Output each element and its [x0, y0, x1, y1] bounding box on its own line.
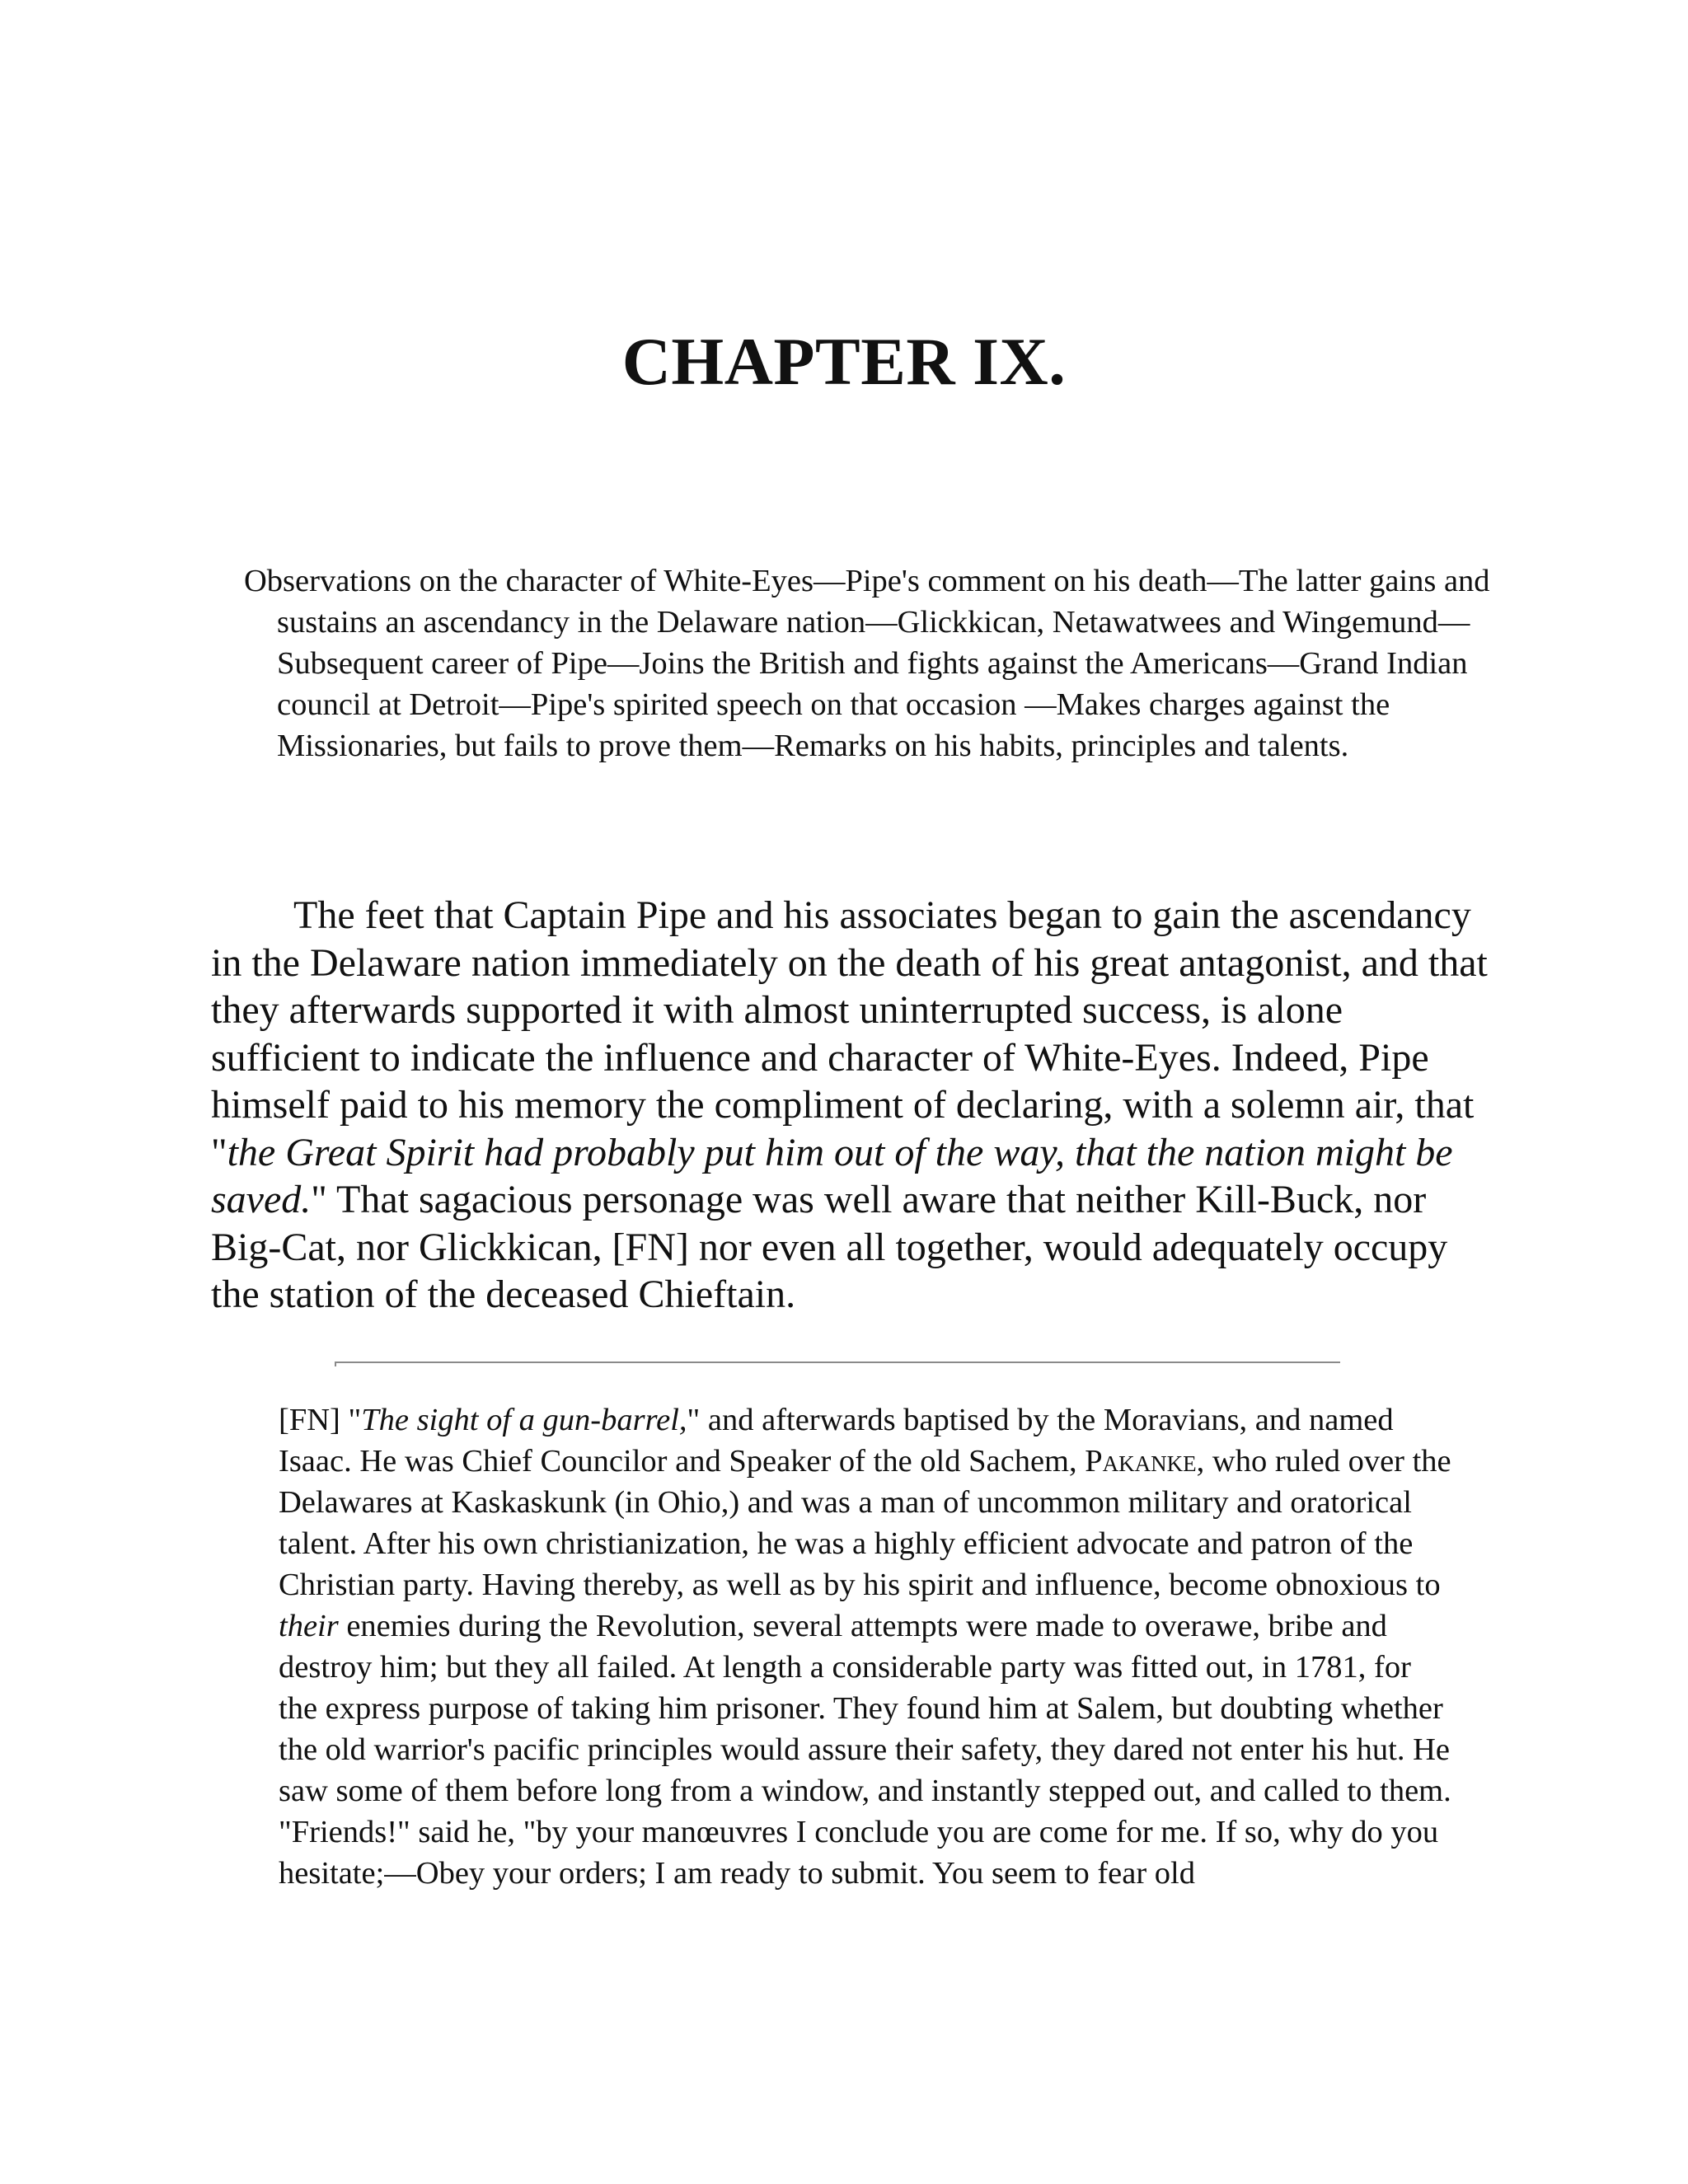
footnote-sachem-name: Pakanke [1085, 1444, 1197, 1479]
body-paragraph [211, 892, 1497, 1319]
footnote-text-part2: , who ruled over the Delawares at Kaskaskunk (in Ohio,) and was a man of uncommon military and oratorical talent. After his own christianization, he was a highly efficient advocate and patron of the Christian party. Having thereby, as well as by his spirit and influence, become obnoxious to [279, 1444, 1451, 1602]
body-quote: the Great Spirit had probably put him out of the way, that the nation might be saved. [211, 1130, 1453, 1221]
footnote-marker: [FN] " [279, 1403, 362, 1437]
body-text-part1: The feet that Captain Pipe and his associates began to gain the ascendancy in the Delaware nation immediately on the death of his great antagonist, and that they afterwards supported it with almost uninterrupted success, is alone sufficient to indicate the influence and character of White-Eyes. Indeed, Pipe himself paid to his memory the compliment of declaring, with a solemn air, that " [211, 893, 1488, 1174]
footnote-divider [335, 1361, 1340, 1366]
footnote-text-part3: enemies during the Revolution, several attempts were made to overawe, bribe and destroy him; but they all failed. At length a considerable party was fitted out, in 1781, for the express purpose of taking him prisoner. They found him at Salem, but doubting whether the old warrior's pacific principles would assure their safety, they dared not enter his hut. He saw some of them before long from a window, and instantly stepped out, and called to them. "Friends!" said he, "by your manœuvres I conclude you are come for me. If so, why do you hesitate;—Obey your orders; I am ready to submit. You seem to fear old [279, 1609, 1451, 1891]
footnote-text-part1: " and afterwards baptised by the Moravians, and named Isaac. He was Chief Councilor and Speaker of the old Sachem, [279, 1403, 1394, 1479]
footnote-italic-title: The sight of a gun-barrel, [361, 1403, 687, 1437]
body-text-part2: " That sagacious personage was well aware that neither Kill-Buck, nor Big-Cat, nor Glickkican, [FN] nor even all together, would adequately occupy the station of the deceased Chieftain. [211, 1178, 1448, 1316]
chapter-summary: Observations on the character of White-Eyes—Pipe's comment on his death—The latter gains and sustains an ascendancy in the Delaware nation—Glickkican, Netawatwees and Wingemund—Subsequent career of Pipe—Joins the British and fights against the Americans—Grand Indian council at Detroit—Pipe's spirited speech on that occasion —Makes charges against the Missionaries, but fails to prove them—Remarks on his habits, principles and talents. [244, 564, 1490, 763]
chapter-title: CHAPTER IX. [621, 324, 1067, 399]
footnote [279, 1399, 1457, 1894]
footnote-emphasis-their: their [279, 1609, 339, 1643]
